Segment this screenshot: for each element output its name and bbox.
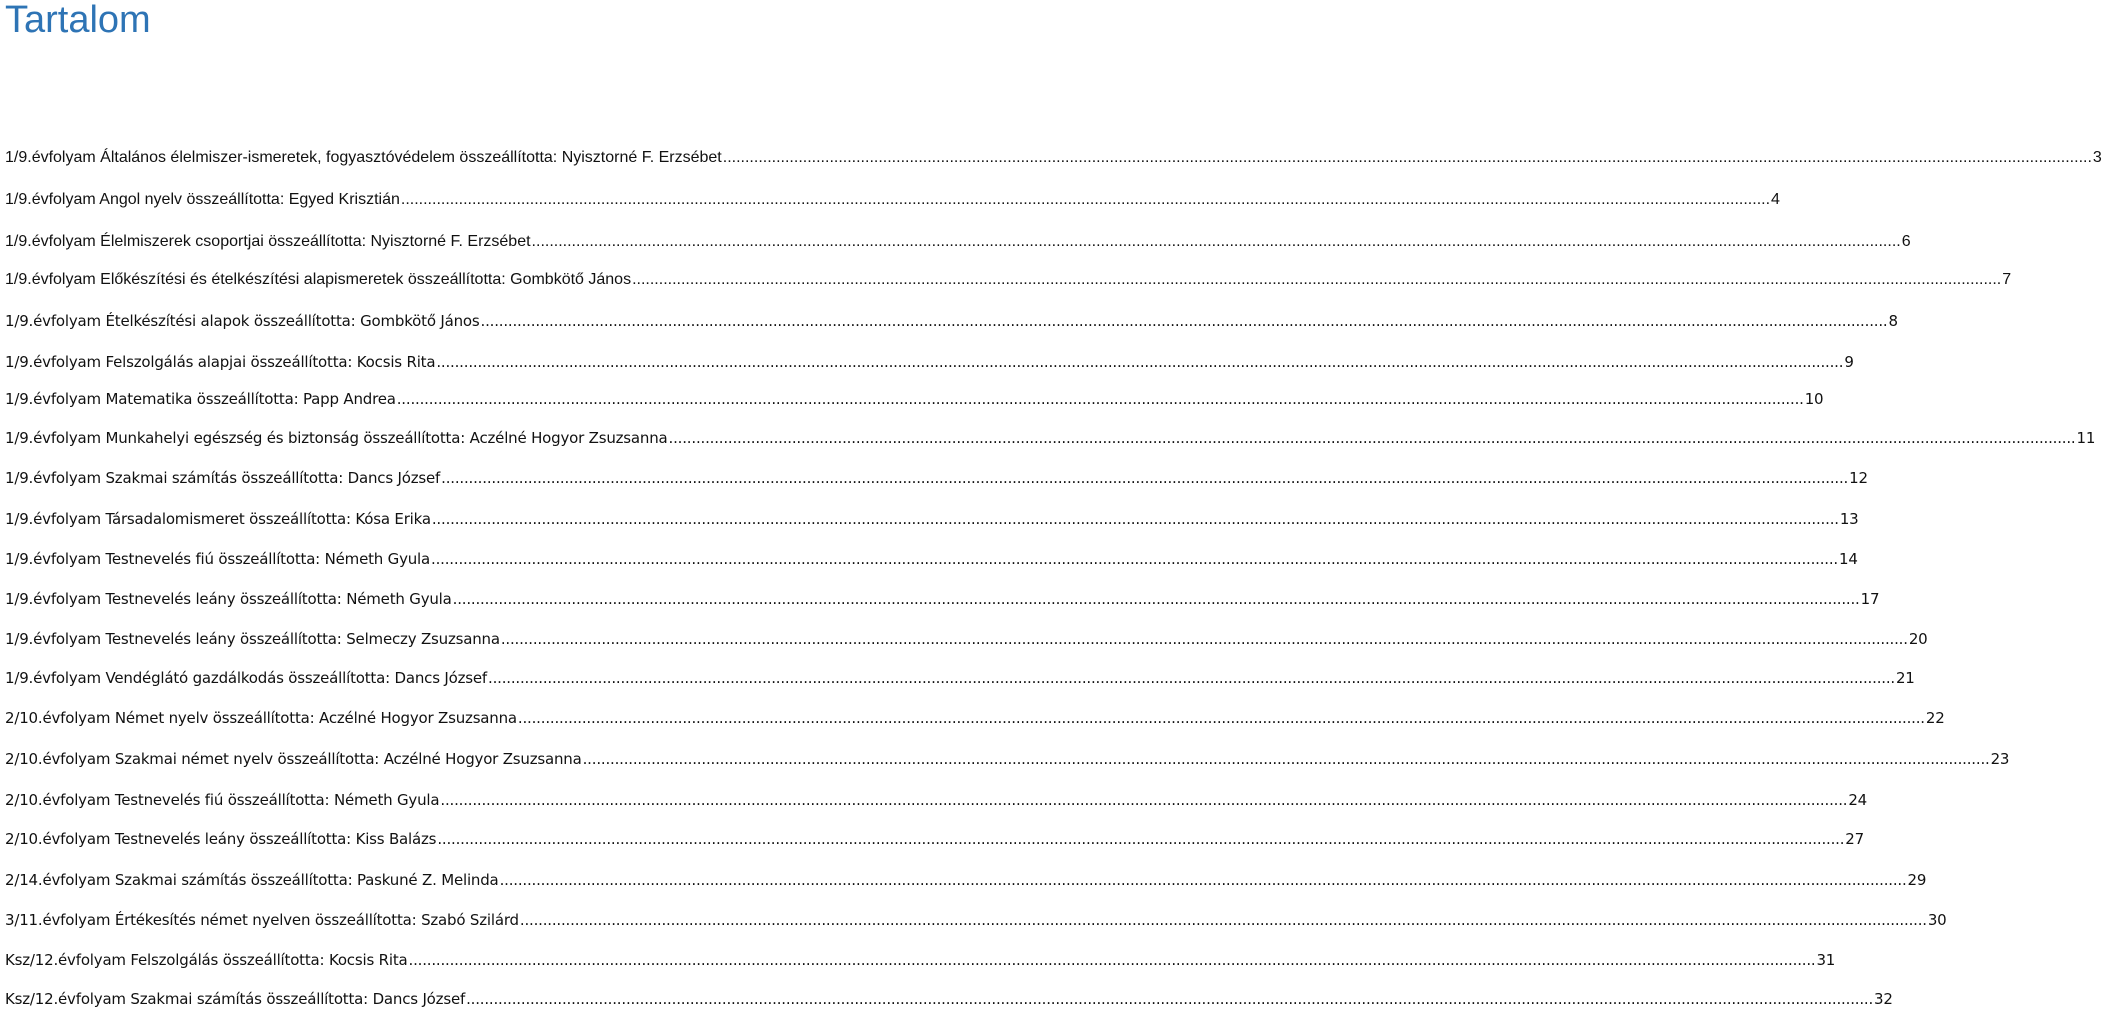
toc-dot-leader	[401, 184, 1770, 216]
toc-entry[interactable]	[5, 904, 1947, 936]
toc-entry-title[interactable]: Ksz/12.évfolyam Szakmai számítás összeállította: Dancs József	[5, 990, 466, 1008]
toc-entry-title[interactable]: 1/9.évfolyam Szakmai számítás összeállította: Dancs József	[5, 469, 441, 487]
toc-page-number: 3	[2092, 149, 2102, 166]
toc-page-number: 12	[1849, 469, 1868, 487]
toc-dot-leader	[520, 904, 1927, 936]
toc-page-number: 30	[1927, 911, 1947, 929]
toc-dot-leader	[432, 503, 1839, 535]
toc-dot-leader	[488, 662, 1895, 694]
toc-dot-leader	[501, 623, 1908, 655]
toc-dot-leader	[632, 264, 2001, 296]
toc-dot-leader	[409, 944, 1816, 976]
toc-entry[interactable]	[5, 422, 2096, 454]
toc-entry[interactable]	[5, 983, 1893, 1015]
toc-entry[interactable]	[5, 503, 1859, 535]
toc-page-number: 32	[1874, 990, 1893, 1008]
toc-entry-title[interactable]: 3/11.évfolyam Értékesítés német nyelven összeállította: Szabó Szilárd	[5, 911, 519, 929]
toc-dot-leader	[723, 142, 2092, 174]
toc-dot-leader	[453, 583, 1860, 615]
toc-entry[interactable]	[5, 462, 1868, 494]
toc-entry[interactable]	[5, 305, 1898, 337]
toc-page-number: 23	[1990, 750, 2010, 768]
toc-page-number: 29	[1907, 871, 1927, 889]
toc-page-number: 21	[1895, 669, 1915, 687]
toc-dot-leader	[466, 983, 1873, 1015]
toc-page-number: 10	[1804, 390, 1824, 408]
toc-entry-title[interactable]: 2/10.évfolyam Testnevelés fiú összeállította: Németh Gyula	[5, 791, 440, 809]
toc-entry[interactable]	[5, 142, 2102, 174]
toc-entry-title[interactable]: 1/9.évfolyam Testnevelés leány összeállította: Németh Gyula	[5, 590, 452, 608]
toc-entry[interactable]	[5, 583, 1880, 615]
toc-page-number: 8	[1888, 312, 1898, 330]
toc-entry-title[interactable]: Ksz/12.évfolyam Felszolgálás összeállította: Kocsis Rita	[5, 951, 408, 969]
toc-page-number: 20	[1908, 630, 1928, 648]
toc-entry-title[interactable]: 1/9.évfolyam Általános élelmiszer-ismeretek, fogyasztóvédelem összeállította: Nyisztorné F. Erzsébet	[5, 149, 722, 166]
toc-entry-title[interactable]: 2/10.évfolyam Testnevelés leány összeállította: Kiss Balázs	[5, 830, 437, 848]
toc-entry[interactable]	[5, 702, 1945, 734]
toc-dot-leader	[532, 226, 1901, 258]
toc-entry-title[interactable]: 2/10.évfolyam Szakmai német nyelv összeállította: Aczélné Hogyor Zsuzsanna	[5, 750, 582, 768]
toc-entry-title[interactable]: 1/9.évfolyam Élelmiszerek csoportjai összeállította: Nyisztorné F. Erzsébet	[5, 233, 531, 250]
toc-entry[interactable]	[5, 184, 1780, 216]
toc-entry[interactable]	[5, 264, 2012, 296]
toc-entry[interactable]	[5, 743, 2010, 775]
toc-page-number: 17	[1860, 590, 1880, 608]
toc-entry-title[interactable]: 2/10.évfolyam Német nyelv összeállította: Aczélné Hogyor Zsuzsanna	[5, 709, 517, 727]
toc-entry-title[interactable]: 2/14.évfolyam Szakmai számítás összeállította: Paskuné Z. Melinda	[5, 871, 499, 889]
toc-dot-leader	[669, 422, 2076, 454]
toc-page-number: 31	[1816, 951, 1836, 969]
toc-page-number: 6	[1901, 233, 1911, 250]
toc-dot-leader	[500, 864, 1907, 896]
toc-page-number: 11	[2076, 429, 2096, 447]
toc-entry[interactable]	[5, 864, 1927, 896]
page-title: Tartalom	[5, 0, 151, 41]
toc-entry[interactable]	[5, 383, 1824, 415]
toc-entry[interactable]	[5, 346, 1854, 378]
toc-entry-title[interactable]: 1/9.évfolyam Munkahelyi egészség és biztonság összeállította: Aczélné Hogyor Zsuzsanna	[5, 429, 668, 447]
toc-page-number: 24	[1848, 791, 1868, 809]
toc-page-number: 7	[2002, 271, 2012, 288]
toc-page-number: 27	[1845, 830, 1864, 848]
toc-page-number: 13	[1839, 510, 1859, 528]
toc-entry[interactable]	[5, 226, 1911, 258]
toc-dot-leader	[431, 543, 1838, 575]
toc-page-number: 4	[1771, 191, 1780, 208]
toc-entry[interactable]	[5, 823, 1864, 855]
toc-dot-leader	[437, 823, 1844, 855]
toc-dot-leader	[436, 346, 1843, 378]
toc-dot-leader	[440, 784, 1847, 816]
toc-dot-leader	[583, 743, 1990, 775]
toc-entry-title[interactable]: 1/9.évfolyam Előkészítési és ételkészítési alapismeretek összeállította: Gombkötő János	[5, 271, 632, 288]
toc-dot-leader	[441, 462, 1848, 494]
toc-entry-title[interactable]: 1/9.évfolyam Angol nyelv összeállította: Egyed Krisztián	[5, 191, 400, 208]
toc-entry-title[interactable]: 1/9.évfolyam Testnevelés leány összeállította: Selmeczy Zsuzsanna	[5, 630, 500, 648]
toc-entry[interactable]	[5, 543, 1858, 575]
toc-page-number: 22	[1925, 709, 1945, 727]
toc-entry[interactable]	[5, 623, 1928, 655]
toc-entry-title[interactable]: 1/9.évfolyam Vendéglátó gazdálkodás összeállította: Dancs József	[5, 669, 487, 687]
toc-entry-title[interactable]: 1/9.évfolyam Ételkészítési alapok összeállította: Gombkötő János	[5, 312, 480, 330]
toc-entry[interactable]	[5, 944, 1836, 976]
toc-page-number: 14	[1839, 550, 1858, 568]
toc-entry-title[interactable]: 1/9.évfolyam Felszolgálás alapjai összeállította: Kocsis Rita	[5, 353, 436, 371]
toc-entry-title[interactable]: 1/9.évfolyam Testnevelés fiú összeállította: Németh Gyula	[5, 550, 431, 568]
toc-entry-title[interactable]: 1/9.évfolyam Matematika összeállította: Papp Andrea	[5, 390, 396, 408]
toc-dot-leader	[481, 305, 1888, 337]
toc-dot-leader	[518, 702, 1925, 734]
toc-page-number: 9	[1844, 353, 1854, 371]
toc-dot-leader	[397, 383, 1804, 415]
toc-entry-title[interactable]: 1/9.évfolyam Társadalomismeret összeállította: Kósa Erika	[5, 510, 431, 528]
toc-entry[interactable]	[5, 662, 1915, 694]
toc-entry[interactable]	[5, 784, 1868, 816]
